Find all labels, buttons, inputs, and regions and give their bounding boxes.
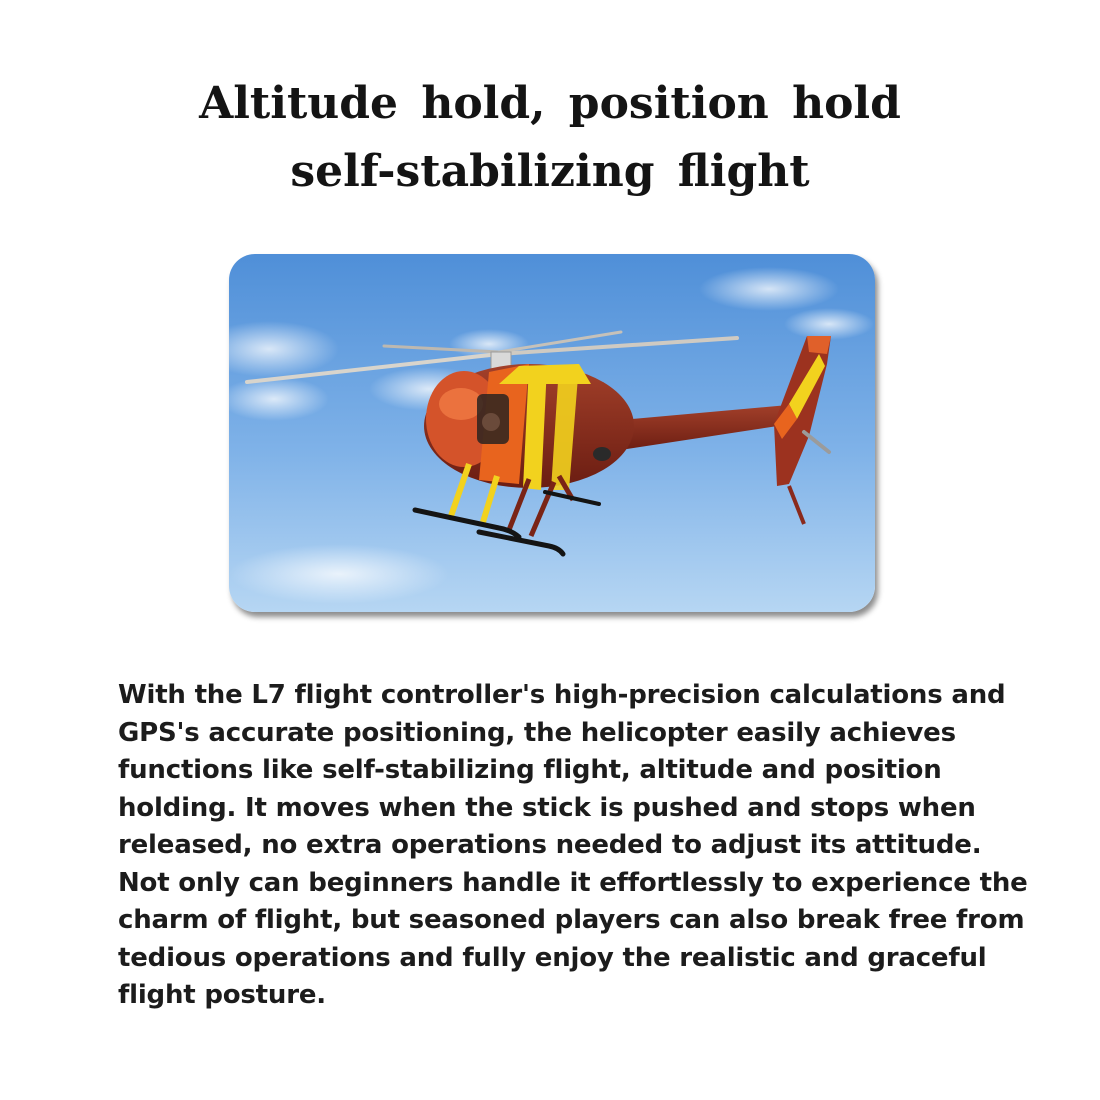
description-line: flight posture. [118,980,326,1010]
description-line: released, no extra operations needed to adjust its attitude. [118,830,982,860]
description-line: GPS's accurate positioning, the helicopter easily achieves [118,717,956,748]
cloud [784,308,874,340]
description-line: Not only can beginners handle it effortlessly to experience the [118,867,1028,898]
cloud [229,544,449,604]
headline [0,70,1100,206]
headline-line-2: self-stabilizing flight [290,146,810,197]
description-line: functions like self-stabilizing flight, altitude and position [118,755,942,785]
description-line: tedious operations and fully enjoy the realistic and graceful [118,942,987,973]
cloud [699,267,839,311]
description-paragraph [118,677,1028,1015]
description-line: charm of flight, but seasoned players can also break free from [118,905,1025,935]
description-line: holding. It moves when the stick is pushed and stops when [118,792,976,823]
helicopter-photo [229,254,875,612]
description-line: With the L7 flight controller's high-precision calculations and [118,680,1006,710]
helicopter-icon [229,254,875,612]
headline-line-1: Altitude hold, position hold [199,78,901,129]
